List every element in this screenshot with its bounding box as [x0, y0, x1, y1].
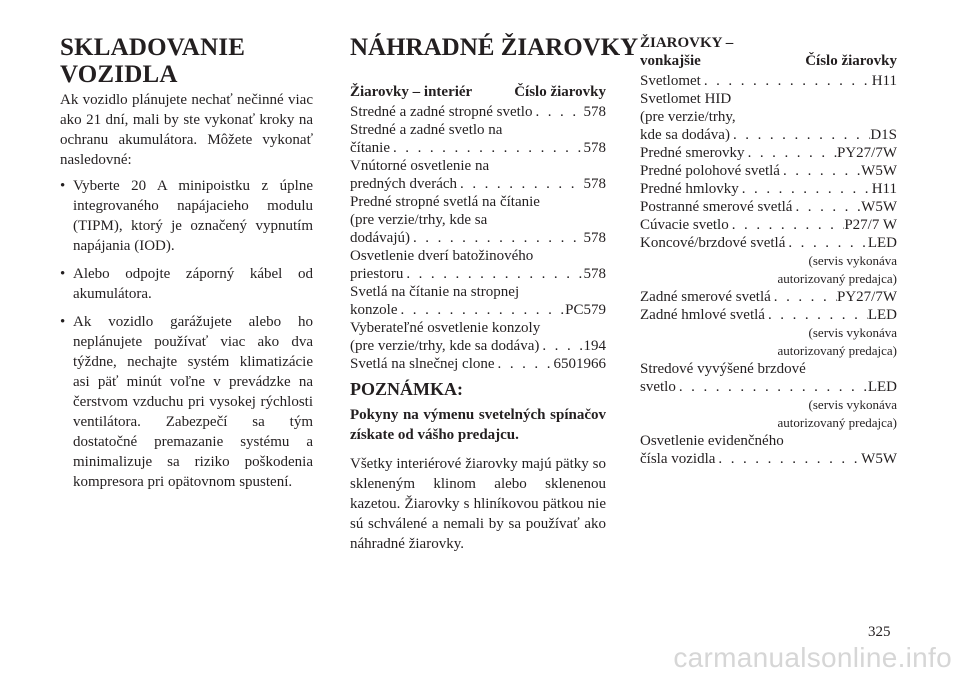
- bulb-name-line: (pre verzie/trhy,: [640, 109, 736, 125]
- bulb-name-line: Stredové vyvýšené brzdové: [640, 361, 806, 377]
- service-note: autorizovaný predajca): [777, 271, 897, 286]
- bulb-leader-line: [640, 180, 897, 198]
- dot-leader: [739, 180, 872, 198]
- storage-bullet-text: Alebo odpojte záporný kábel od akumulátora.: [73, 266, 313, 302]
- bulb-name: svetlo: [640, 379, 676, 395]
- dot-leader: [495, 355, 554, 373]
- dot-leader: [745, 144, 837, 162]
- bulb-name: Zadné hmlové svetlá: [640, 307, 765, 323]
- bulb-number: 578: [583, 230, 606, 246]
- dot-leader: [785, 234, 867, 252]
- bulb-leader-line: [350, 301, 606, 319]
- bulb-name: čítanie: [350, 140, 390, 156]
- bulb-number: 578: [583, 176, 606, 192]
- storage-bullet: [60, 176, 313, 256]
- bulb-leader-line: [350, 265, 606, 283]
- bulb-number: 578: [583, 104, 606, 120]
- service-note: (servis vykonáva: [808, 325, 897, 340]
- bulb-name: Predné smerovky: [640, 145, 745, 161]
- interior-header-right: Číslo žiarovky: [514, 84, 606, 100]
- exterior-bulb-entry: [640, 90, 897, 144]
- dot-leader: [780, 162, 861, 180]
- bulb-name-line: Svetlomet HID: [640, 91, 732, 107]
- column-exterior-bulbs: [640, 34, 897, 468]
- storage-bullet: [60, 312, 313, 492]
- bullet-icon: •: [60, 266, 66, 282]
- bulb-name-line: Osvetlenie dverí batožinového: [350, 248, 534, 264]
- bulb-leader-line: [350, 175, 606, 193]
- storage-intro: Ak vozidlo plánujete nechať nečinné viac ako 21 dní, mali by ste vykonať kroky na ochranu akumulátora. Môžete vykonať nasledovné:: [60, 92, 313, 168]
- watermark: carmanualsonline.info: [673, 642, 952, 673]
- bulb-leader-line: [640, 378, 897, 396]
- bulb-name: Svetlá na slnečnej clone: [350, 356, 495, 372]
- exterior-bulb-entry: [640, 180, 897, 198]
- column-interior-bulbs: [350, 34, 639, 560]
- dot-leader: [765, 306, 868, 324]
- interior-bulb-entry: [350, 193, 606, 247]
- exterior-header-left-2: vonkajšie: [640, 53, 701, 69]
- bulb-name-line: Osvetlenie evidenčného: [640, 433, 784, 449]
- bulb-leader-line: [640, 234, 897, 252]
- dot-leader: [676, 378, 868, 396]
- service-note: autorizovaný predajca): [777, 415, 897, 430]
- exterior-bulb-entry: [640, 198, 897, 216]
- bulb-leader-line: [350, 229, 606, 247]
- bulb-leader-line: [640, 126, 897, 144]
- dot-leader: [532, 103, 583, 121]
- bulb-leader-line: [350, 355, 606, 373]
- interior-bulb-entry: [350, 103, 606, 121]
- interior-bulb-list: [350, 103, 606, 373]
- bulb-number: PY27/7W: [837, 289, 897, 305]
- storage-bullet-text: Vyberte 20 A minipoistku z úplne integrovaného napájacieho modulu (TIPM), ktorý je označený vypnutím napájania (IOD).: [73, 178, 313, 254]
- exterior-bulb-list: [640, 72, 897, 468]
- storage-bullet-text: Ak vozidlo garážujete alebo ho neplánujete používať viac ako dva týždne, nechajte systém klimatizácie asi päť minút voľne v prevádzke na čerstvom vzduchu pri vysokej rýchlosti ventilátora. Zabezpečí sa tým dostatočné premazanie systému a minimalizuje sa riziko poškodenia kompresora pri opätovnom spustení.: [73, 314, 313, 490]
- dot-leader: [701, 72, 872, 90]
- bulb-name: čísla vozidla: [640, 451, 716, 467]
- exterior-bulb-entry: [640, 144, 897, 162]
- bulb-name: konzole: [350, 302, 398, 318]
- interior-bulb-entry: [350, 355, 606, 373]
- bulb-name-line: Predné stropné svetlá na čítanie: [350, 194, 540, 210]
- bulb-leader-line: [640, 450, 897, 468]
- bulb-name-line: Stredné a zadné svetlo na: [350, 122, 503, 138]
- bulb-number: PY27/7W: [837, 145, 897, 161]
- bulb-leader-line: [640, 288, 897, 306]
- exterior-bulb-entry: [640, 306, 897, 360]
- bulb-leader-line: [640, 306, 897, 324]
- exterior-bulb-entry: [640, 162, 897, 180]
- service-note: (servis vykonáva: [808, 253, 897, 268]
- exterior-table-header: [640, 34, 897, 70]
- bulb-name: Stredné a zadné stropné svetlo: [350, 104, 533, 120]
- bulb-number: 6501966: [553, 356, 606, 372]
- dot-leader: [730, 126, 870, 144]
- dot-leader: [792, 198, 861, 216]
- bulb-name: priestoru: [350, 266, 404, 282]
- dot-leader: [397, 301, 565, 319]
- bulb-name-line: Vnútorné osvetlenie na: [350, 158, 490, 174]
- exterior-header-left-1: ŽIAROVKY –: [640, 35, 734, 51]
- exterior-bulb-entry: [640, 432, 897, 468]
- dot-leader: [457, 175, 583, 193]
- storage-heading: SKLADOVANIE VOZIDLA: [60, 34, 246, 88]
- bulb-number: D1S: [870, 127, 897, 143]
- note-text: Všetky interiérové žiarovky majú pätky so skleneným klinom alebo sklenenou kazetou. Žiarovky s hliníkovou pätkou nie sú schválené a nemali by sa používať ako náhradné žiarovky.: [350, 456, 606, 552]
- interior-header-left: Žiarovky – interiér: [350, 84, 473, 100]
- column-storage: [60, 34, 313, 500]
- bulb-name: Predné hmlovky: [640, 181, 739, 197]
- bullet-icon: •: [60, 314, 66, 330]
- bulb-number: H11: [871, 181, 897, 197]
- bulb-name-line: Vyberateľné osvetlenie konzoly: [350, 320, 541, 336]
- bulb-name-line: (pre verzie/trhy, kde sa: [350, 212, 488, 228]
- bulb-name: dodávajú): [350, 230, 410, 246]
- bulb-name: kde sa dodáva): [640, 127, 730, 143]
- bulb-number: LED: [867, 379, 897, 395]
- bulb-name: Koncové/brzdové svetlá: [640, 235, 786, 251]
- dot-leader: [539, 337, 583, 355]
- interior-table-header: [350, 83, 606, 101]
- note-bold-text: Pokyny na výmenu svetelných spínačov získate od vášho predajcu.: [350, 407, 606, 443]
- bulb-leader-line: [640, 162, 897, 180]
- exterior-bulb-entry: [640, 234, 897, 288]
- bulb-name: Zadné smerové svetlá: [640, 289, 771, 305]
- exterior-bulb-entry: [640, 72, 897, 90]
- page-number: 325: [868, 624, 891, 640]
- dot-leader: [771, 288, 837, 306]
- bulb-name: Svetlomet: [640, 73, 701, 89]
- dot-leader: [729, 216, 845, 234]
- bulb-name: Postranné smerové svetlá: [640, 199, 793, 215]
- exterior-header-row: [640, 52, 897, 70]
- exterior-bulb-entry: [640, 288, 897, 306]
- note-heading: POZNÁMKA:: [350, 379, 463, 399]
- storage-bullet-list: [60, 176, 313, 492]
- bulb-leader-line: [640, 144, 897, 162]
- interior-bulb-entry: [350, 319, 606, 355]
- bulbs-heading: NÁHRADNÉ ŽIAROVKY: [350, 34, 639, 61]
- exterior-bulb-entry: [640, 216, 897, 234]
- bulb-number: LED: [867, 235, 897, 251]
- dot-leader: [410, 229, 584, 247]
- storage-bullet: [60, 264, 313, 304]
- interior-bulb-entry: [350, 157, 606, 193]
- interior-bulb-entry: [350, 283, 606, 319]
- service-note: (servis vykonáva: [808, 397, 897, 412]
- exterior-header-right: Číslo žiarovky: [805, 53, 897, 69]
- dot-leader: [403, 265, 583, 283]
- interior-bulb-entry: [350, 121, 606, 157]
- service-note: autorizovaný predajca): [777, 343, 897, 358]
- bulb-name-line: Svetlá na čítanie na stropnej: [350, 284, 520, 300]
- bulb-number: PC579: [565, 302, 606, 318]
- bulb-number: 578: [583, 140, 606, 156]
- bullet-icon: •: [60, 178, 66, 194]
- bulb-number: W5W: [861, 163, 897, 179]
- bulb-number: P27/7 W: [844, 217, 897, 233]
- bulb-name: predných dverách: [350, 176, 458, 192]
- bulb-name: (pre verzie/trhy, kde sa dodáva): [350, 338, 540, 354]
- bulb-name: Cúvacie svetlo: [640, 217, 729, 233]
- exterior-bulb-entry: [640, 360, 897, 432]
- bulb-leader-line: [350, 139, 606, 157]
- bulb-leader-line: [640, 198, 897, 216]
- bulb-number: 194: [583, 338, 606, 354]
- bulb-number: W5W: [861, 199, 897, 215]
- bulb-number: H11: [871, 73, 897, 89]
- bulb-number: LED: [867, 307, 897, 323]
- dot-leader: [390, 139, 584, 157]
- dot-leader: [715, 450, 861, 468]
- bulb-leader-line: [350, 103, 606, 121]
- bulb-leader-line: [640, 72, 897, 90]
- bulb-number: W5W: [861, 451, 897, 467]
- interior-bulb-entry: [350, 247, 606, 283]
- bulb-leader-line: [640, 216, 897, 234]
- bulb-number: 578: [583, 266, 606, 282]
- bulb-name: Predné polohové svetlá: [640, 163, 780, 179]
- bulb-leader-line: [350, 337, 606, 355]
